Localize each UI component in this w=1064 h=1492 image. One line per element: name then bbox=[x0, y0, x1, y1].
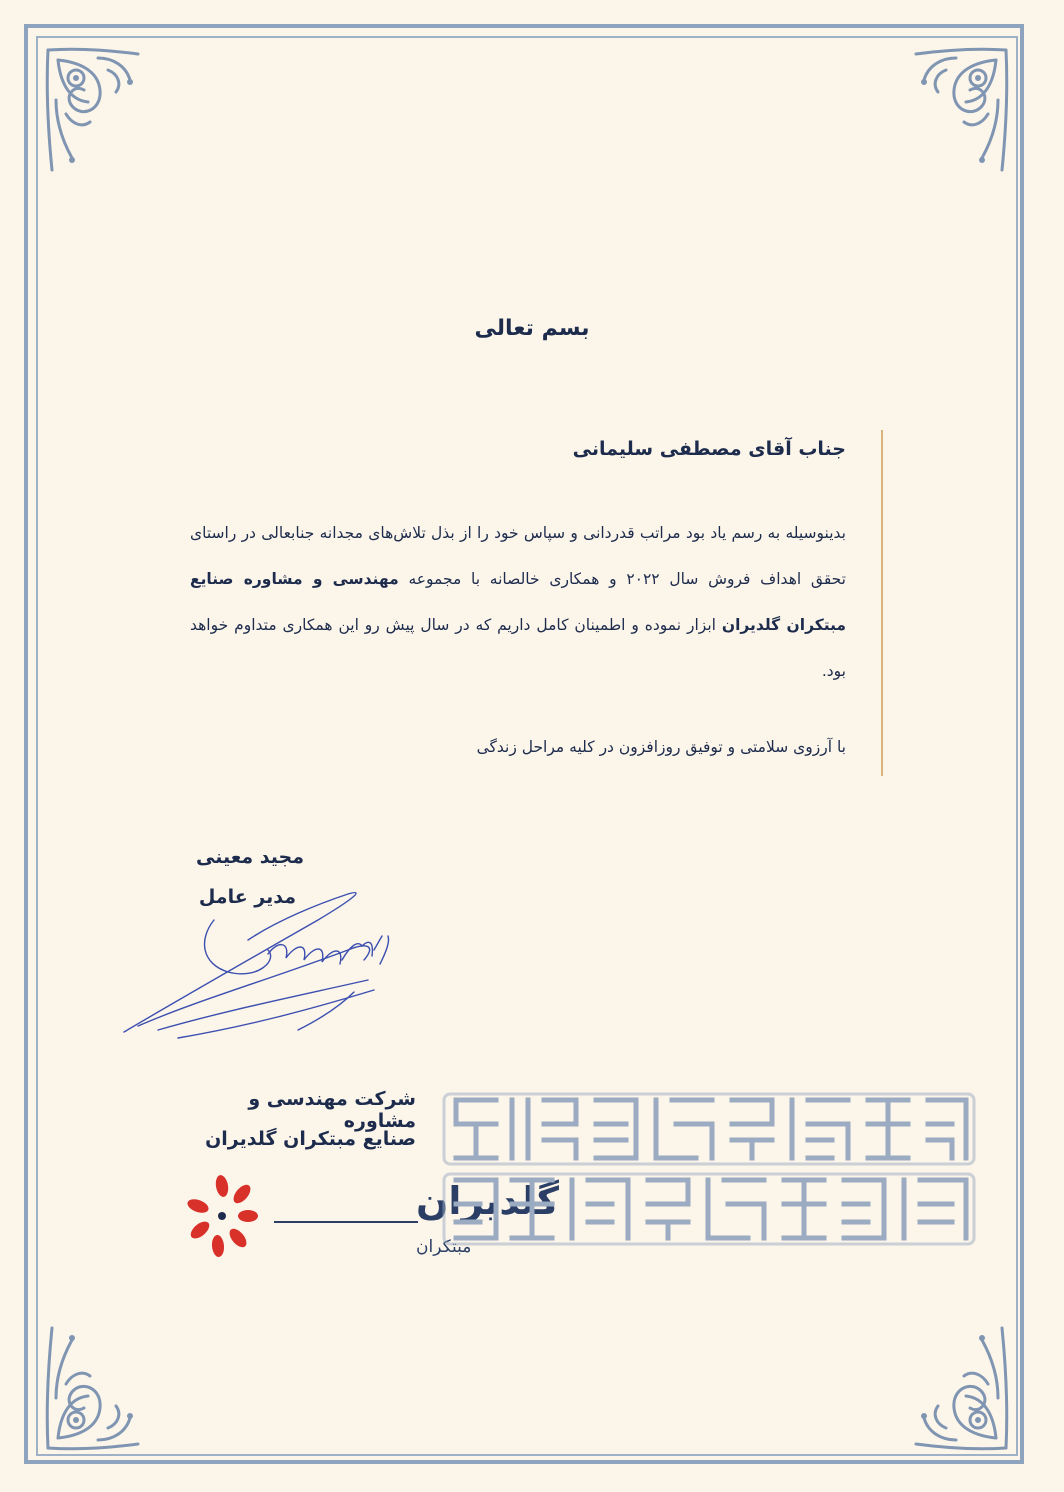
closing-line: با آرزوی سلامتی و توفیق روزافزون در کلیه مراحل زندگی bbox=[476, 738, 846, 756]
body-text-part1: بدینوسیله به رسم یاد بود مراتب قدردانی و سپاس خود را از بذل تلاش‌های مجدانه جنابعالی در راستای تحقق اهداف فروش سال ۲۰۲۲ و همکاری خالصانه با مجموعه bbox=[190, 524, 846, 588]
floral-corner-ornament-icon bbox=[906, 1318, 1016, 1458]
body-text-part2: ابزار نموده و اطمینان کامل داریم که در سال پیش رو این همکاری متداوم خواهد بود. bbox=[190, 616, 846, 680]
goldiran-flower-logo-icon bbox=[188, 1172, 559, 1262]
logo-subtext: مبتکران bbox=[416, 1237, 472, 1257]
logo-wordmark: گلدیران bbox=[416, 1179, 559, 1223]
decorative-calligraphy-pattern bbox=[436, 1084, 982, 1252]
handwritten-signature bbox=[118, 880, 408, 1050]
signer-name: مجید معینی bbox=[195, 846, 304, 868]
letter-body bbox=[190, 510, 846, 694]
floral-corner-ornament-icon bbox=[38, 40, 148, 180]
addressee: جناب آقای مصطفی سلیمانی bbox=[572, 438, 846, 460]
accent-divider bbox=[881, 430, 883, 776]
letter-title: بسم تعالی bbox=[474, 316, 590, 341]
company-name-line1: شرکت مهندسی و مشاوره bbox=[248, 1088, 416, 1132]
signer-role: مدیر عامل bbox=[198, 886, 296, 908]
company-name-line2: صنایع مبتکران گلدیران bbox=[205, 1128, 416, 1150]
letter-content bbox=[190, 428, 846, 762]
floral-corner-ornament-icon bbox=[906, 40, 1016, 180]
body-company-name: مهندسی و مشاوره صنایع مبتکران گلدیران bbox=[190, 570, 847, 634]
floral-corner-ornament-icon bbox=[38, 1318, 148, 1458]
